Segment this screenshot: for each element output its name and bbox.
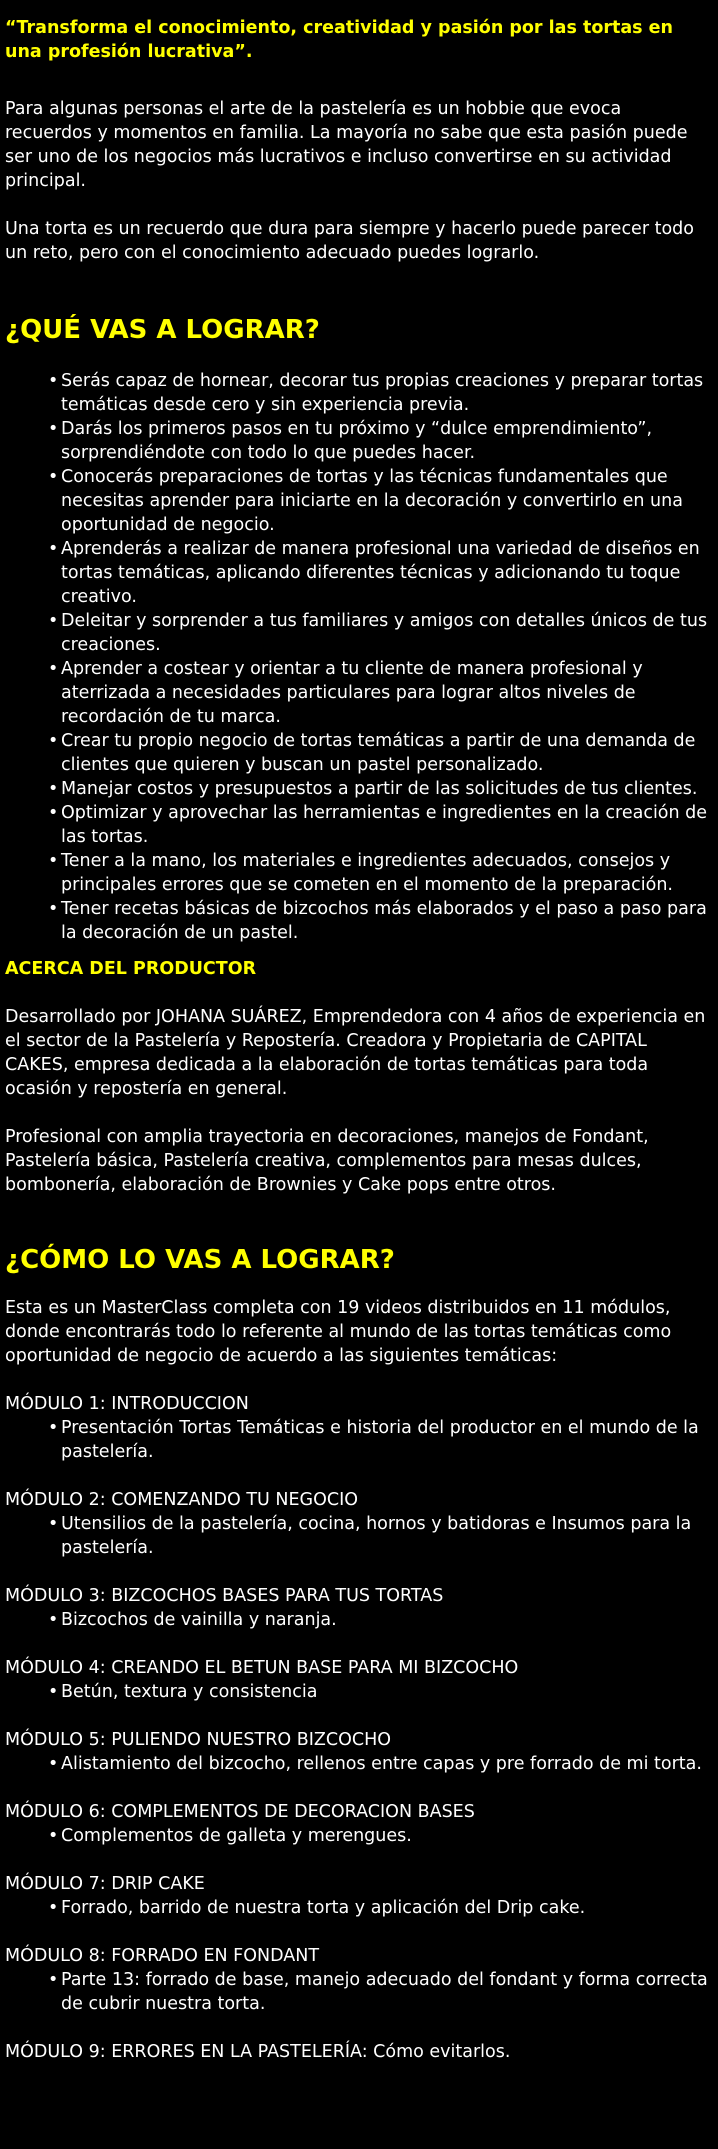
module-topics [5,1680,712,1704]
module-title: MÓDULO 6: COMPLEMENTOS DE DECORACION BASES [5,1802,475,1822]
goal-item: • Serás capaz de hornear, decorar tus propias creaciones y preparar tortas temáticas desde cero y sin experiencia previa. [45,369,712,417]
module-block [5,1800,712,1848]
how-intro: Esta es un MasterClass completa con 19 videos distribuidos en 11 módulos, donde encontrarás todo lo referente al mundo de las tortas temáticas como oportunidad de negocio de acuerdo a las siguientes temáticas: [5,1298,672,1366]
module-title: MÓDULO 7: DRIP CAKE [5,1874,205,1894]
module-topic: • Presentación Tortas Temáticas e historia del productor en el mundo de la pastelería. [45,1416,712,1464]
producer-section [5,957,712,1197]
module-block [5,1656,712,1704]
module-block [5,1872,712,1920]
module-topic: • Bizcochos de vainilla y naranja. [45,1608,712,1632]
module-topics [5,1896,712,1920]
goal-item: • Manejar costos y presupuestos a partir de las solicitudes de tus clientes. [45,777,712,801]
module-topics [5,1824,712,1848]
goal-item: • Darás los primeros pasos en tu próximo y “dulce emprendimiento”, sorprendiéndote con todo lo que puedes hacer. [45,417,712,465]
intro-paragraph: Una torta es un recuerdo que dura para siempre y hacerlo puede parecer todo un reto, pero con el conocimiento adecuado puedes lograrlo. [5,219,694,263]
goals-section [5,313,712,945]
module-title: MÓDULO 5: PULIENDO NUESTRO BIZCOCHO [5,1730,391,1750]
module-block [5,1944,712,2016]
goal-item: • Crear tu propio negocio de tortas temáticas a partir de una demanda de clientes que quieren y buscan un pastel personalizado. [45,729,712,777]
intro-paragraph: Para algunas personas el arte de la pastelería es un hobbie que evoca recuerdos y momentos en familia. La mayoría no sabe que esta pasión puede ser uno de los negocios más lucrativos e incluso convertirse en su actividad principal. [5,99,688,191]
module-title: MÓDULO 2: COMENZANDO TU NEGOCIO [5,1490,359,1510]
module-topics [5,1416,712,1464]
goal-item: • Aprenderás a realizar de manera profesional una variedad de diseños en tortas temáticas, aplicando diferentes técnicas y adicionando tu toque creativo. [45,537,712,609]
module-topic: • Complementos de galleta y merengues. [45,1824,712,1848]
goal-item: • Aprender a costear y orientar a tu cliente de manera profesional y aterrizada a necesidades particulares para lograr altos niveles de recordación de tu marca. [45,657,712,729]
producer-paragraph: Profesional con amplia trayectoria en decoraciones, manejos de Fondant, Pastelería básica, Pastelería creativa, complementos para mesas dulces, bombonería, elaboración de Brownies y Cake pops entre otros. [5,1127,649,1195]
module-topics [5,1608,712,1632]
intro-section [5,16,712,265]
goals-heading: ¿QUÉ VAS A LOGRAR? [5,315,320,345]
module-title: MÓDULO 1: INTRODUCCION [5,1394,249,1414]
module-topic: • Forrado, barrido de nuestra torta y aplicación del Drip cake. [45,1896,712,1920]
module-title: MÓDULO 8: FORRADO EN FONDANT [5,1946,320,1966]
goal-item: • Tener recetas básicas de bizcochos más elaborados y el paso a paso para la decoración de un pastel. [45,897,712,945]
module-topic: • Parte 13: forrado de base, manejo adecuado del fondant y forma correcta de cubrir nuestra torta. [45,1968,712,2016]
module-block [5,2040,712,2064]
goal-item: • Deleitar y sorprender a tus familiares y amigos con detalles únicos de tus creaciones. [45,609,712,657]
module-block [5,1584,712,1632]
goal-item: • Tener a la mano, los materiales e ingredientes adecuados, consejos y principales errores que se cometen en el momento de la preparación. [45,849,712,897]
goal-item: • Conocerás preparaciones de tortas y las técnicas fundamentales que necesitas aprender para iniciarte en la decoración y convertirlo en una oportunidad de negocio. [45,465,712,537]
goal-item: • Optimizar y aprovechar las herramientas e ingredientes en la creación de las tortas. [45,801,712,849]
module-topic: • Alistamiento del bizcocho, rellenos entre capas y pre forrado de mi torta. [45,1752,712,1776]
modules-list [5,1392,712,2064]
module-topic: • Utensilios de la pastelería, cocina, hornos y batidoras e Insumos para la pastelería. [45,1512,712,1560]
how-section [5,1243,712,2064]
goals-list [5,369,712,945]
module-block [5,1728,712,1776]
module-title: MÓDULO 3: BIZCOCHOS BASES PARA TUS TORTAS [5,1586,444,1606]
module-topic: • Betún, textura y consistencia [45,1680,712,1704]
module-title: MÓDULO 9: ERRORES EN LA PASTELERÍA: Cómo evitarlos. [5,2042,511,2062]
module-topics [5,1752,712,1776]
module-title: MÓDULO 4: CREANDO EL BETUN BASE PARA MI BIZCOCHO [5,1658,519,1678]
module-block [5,1488,712,1560]
how-heading: ¿CÓMO LO VAS A LOGRAR? [5,1245,395,1275]
intro-quote: “Transforma el conocimiento, creatividad y pasión por las tortas en una profesión lucrativa”. [5,18,673,62]
module-topics [5,1512,712,1560]
producer-heading: ACERCA DEL PRODUCTOR [5,959,257,979]
module-topics [5,1968,712,2016]
module-block [5,1392,712,1464]
producer-paragraph: Desarrollado por JOHANA SUÁREZ, Emprendedora con 4 años de experiencia en el sector de la Pastelería y Repostería. Creadora y Propietaria de CAPITAL CAKES, empresa dedicada a la elaboración de tortas temáticas para toda ocasión y repostería en general. [5,1007,706,1099]
